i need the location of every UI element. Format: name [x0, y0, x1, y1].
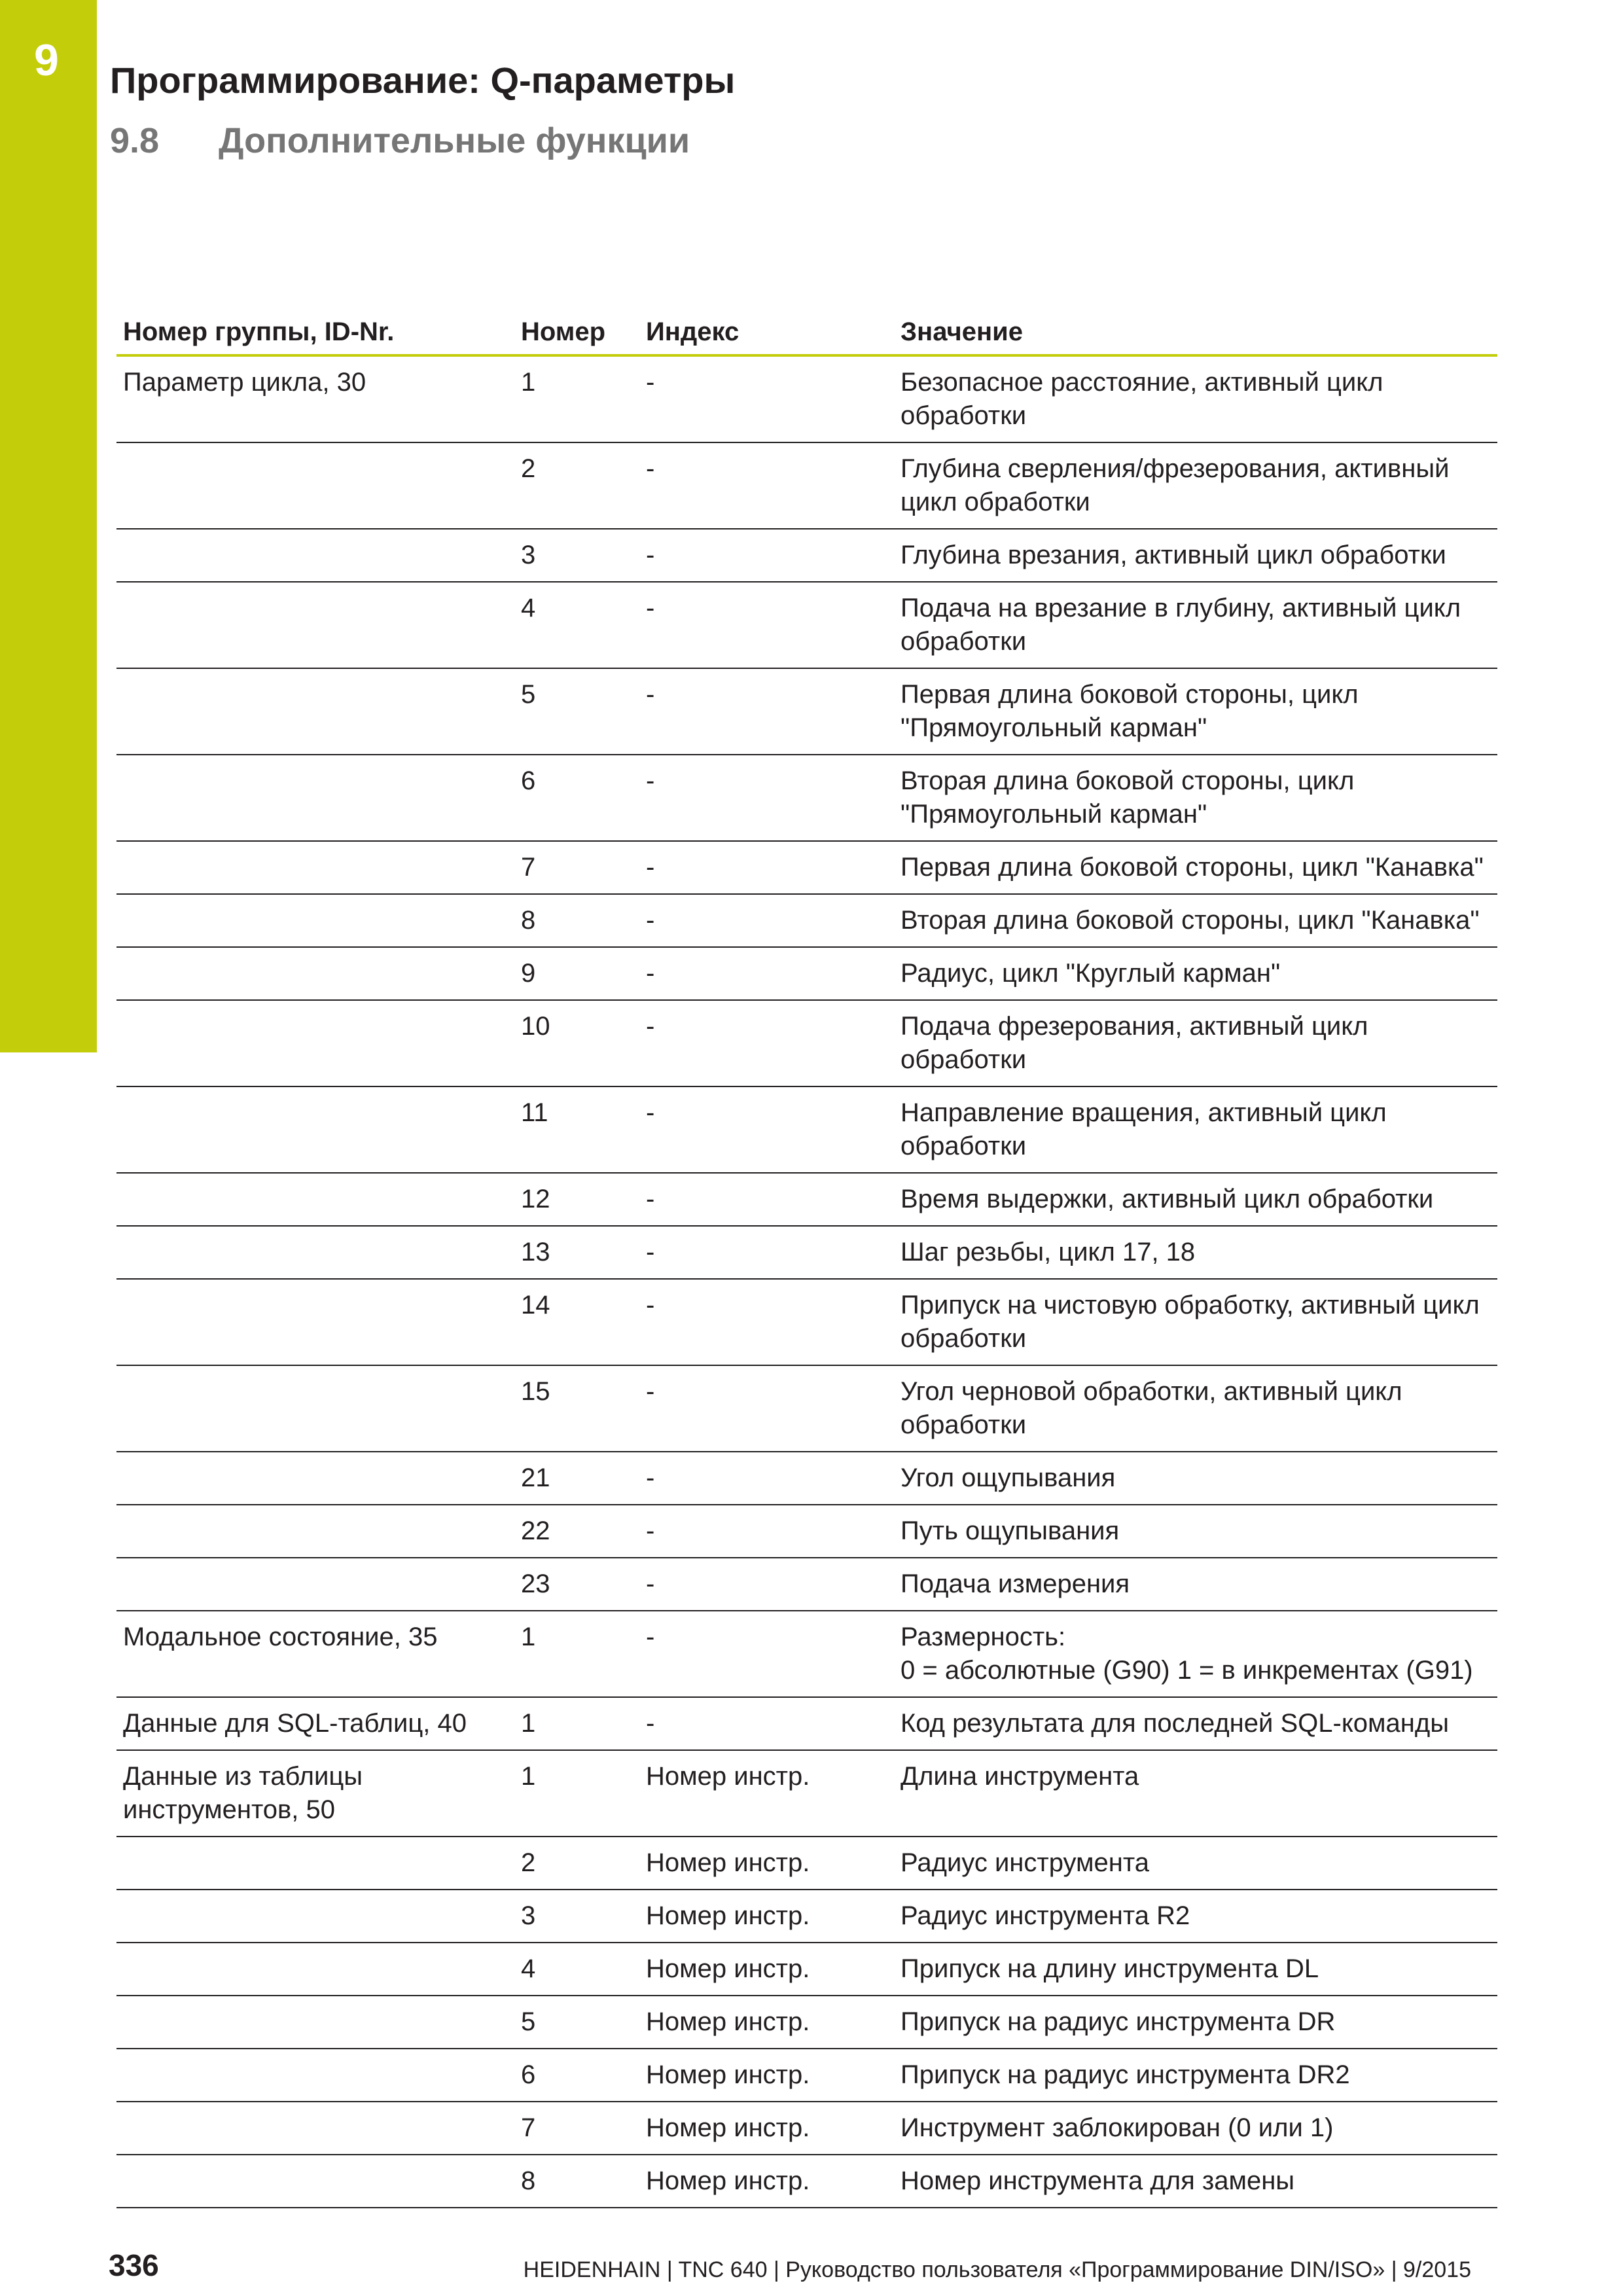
cell-index: -: [639, 894, 894, 947]
cell-meaning: Номер инструмента для замены: [894, 2155, 1497, 2208]
cell-number: 1: [514, 1611, 639, 1697]
cell-index: -: [639, 529, 894, 582]
cell-index: -: [639, 1279, 894, 1365]
cell-number: 14: [514, 1279, 639, 1365]
table-row: [116, 1943, 1497, 1996]
table-body: [116, 355, 1497, 2208]
cell-meaning: Время выдержки, активный цикл обработки: [894, 1173, 1497, 1226]
cell-group: [116, 1558, 514, 1611]
cell-meaning: Шаг резьбы, цикл 17, 18: [894, 1226, 1497, 1279]
cell-number: 4: [514, 582, 639, 668]
section-heading: [110, 122, 690, 160]
cell-index: -: [639, 1226, 894, 1279]
section-title: Дополнительные функции: [219, 121, 690, 160]
table-row: [116, 1611, 1497, 1697]
table-row: [116, 755, 1497, 841]
cell-group: [116, 1837, 514, 1890]
table-row: [116, 947, 1497, 1000]
chapter-tab: [0, 0, 97, 1052]
table-row: [116, 1173, 1497, 1226]
table-row: [116, 582, 1497, 668]
parameters-table: [116, 308, 1497, 2208]
table-header-row: [116, 308, 1497, 355]
cell-group: [116, 1890, 514, 1943]
cell-meaning: Глубина врезания, активный цикл обработки: [894, 529, 1497, 582]
cell-number: 11: [514, 1086, 639, 1173]
table-row: [116, 1226, 1497, 1279]
cell-index: -: [639, 668, 894, 755]
cell-meaning: Глубина сверления/фрезерования, активный цикл обработки: [894, 442, 1497, 529]
cell-index: -: [639, 1697, 894, 1750]
table-row: [116, 1996, 1497, 2049]
cell-meaning: Размерность: 0 = абсолютные (G90) 1 = в инкрементах (G91): [894, 1611, 1497, 1697]
cell-index: Номер инстр.: [639, 1750, 894, 1837]
table-row: [116, 355, 1497, 442]
cell-index: -: [639, 582, 894, 668]
cell-number: 2: [514, 442, 639, 529]
cell-number: 5: [514, 1996, 639, 2049]
cell-meaning: Первая длина боковой стороны, цикл "Прямоугольный карман": [894, 668, 1497, 755]
cell-number: 6: [514, 2049, 639, 2102]
cell-number: 9: [514, 947, 639, 1000]
cell-number: 12: [514, 1173, 639, 1226]
cell-meaning: Первая длина боковой стороны, цикл "Канавка": [894, 841, 1497, 894]
cell-number: 13: [514, 1226, 639, 1279]
cell-number: 6: [514, 755, 639, 841]
table-row: [116, 1750, 1497, 1837]
cell-number: 23: [514, 1558, 639, 1611]
cell-number: 7: [514, 2102, 639, 2155]
cell-group: [116, 1000, 514, 1086]
cell-number: 21: [514, 1452, 639, 1505]
cell-group: [116, 1943, 514, 1996]
cell-meaning: Угол черновой обработки, активный цикл обработки: [894, 1365, 1497, 1452]
cell-group: [116, 1173, 514, 1226]
table-row: [116, 1697, 1497, 1750]
table-row: [116, 1558, 1497, 1611]
cell-index: Номер инстр.: [639, 2155, 894, 2208]
table-row: [116, 2155, 1497, 2208]
cell-number: 10: [514, 1000, 639, 1086]
cell-meaning: Припуск на радиус инструмента DR2: [894, 2049, 1497, 2102]
cell-group: Данные для SQL-таблиц, 40: [116, 1697, 514, 1750]
cell-index: -: [639, 442, 894, 529]
table-row: [116, 1837, 1497, 1890]
cell-group: [116, 582, 514, 668]
cell-index: Номер инстр.: [639, 2102, 894, 2155]
cell-group: Данные из таблицы инструментов, 50: [116, 1750, 514, 1837]
table-row: [116, 1086, 1497, 1173]
cell-meaning: Безопасное расстояние, активный цикл обработки: [894, 355, 1497, 442]
cell-index: -: [639, 1173, 894, 1226]
cell-number: 22: [514, 1505, 639, 1558]
cell-index: Номер инстр.: [639, 1890, 894, 1943]
cell-index: -: [639, 1000, 894, 1086]
cell-group: Модальное состояние, 35: [116, 1611, 514, 1697]
cell-group: [116, 1365, 514, 1452]
cell-meaning: Подача фрезерования, активный цикл обработки: [894, 1000, 1497, 1086]
section-number: 9.8: [110, 121, 160, 160]
table-row: [116, 894, 1497, 947]
cell-group: [116, 2049, 514, 2102]
cell-meaning: Путь ощупывания: [894, 1505, 1497, 1558]
table-row: [116, 841, 1497, 894]
cell-index: -: [639, 1505, 894, 1558]
cell-index: -: [639, 947, 894, 1000]
cell-group: [116, 947, 514, 1000]
cell-index: -: [639, 1558, 894, 1611]
cell-group: Параметр цикла, 30: [116, 355, 514, 442]
cell-index: Номер инстр.: [639, 1996, 894, 2049]
cell-meaning: Подача измерения: [894, 1558, 1497, 1611]
column-header-group: Номер группы, ID-Nr.: [116, 308, 514, 355]
cell-meaning: Длина инструмента: [894, 1750, 1497, 1837]
cell-meaning: Подача на врезание в глубину, активный цикл обработки: [894, 582, 1497, 668]
cell-group: [116, 1279, 514, 1365]
table-row: [116, 1000, 1497, 1086]
cell-meaning: Припуск на длину инструмента DL: [894, 1943, 1497, 1996]
cell-group: [116, 442, 514, 529]
cell-number: 5: [514, 668, 639, 755]
cell-group: [116, 841, 514, 894]
cell-group: [116, 1996, 514, 2049]
column-header-index: Индекс: [639, 308, 894, 355]
column-header-number: Номер: [514, 308, 639, 355]
chapter-title: Программирование: Q-параметры: [110, 60, 736, 101]
cell-number: 8: [514, 2155, 639, 2208]
cell-number: 3: [514, 1890, 639, 1943]
cell-group: [116, 1452, 514, 1505]
cell-group: [116, 1505, 514, 1558]
cell-meaning: Вторая длина боковой стороны, цикл "Прямоугольный карман": [894, 755, 1497, 841]
table-row: [116, 1279, 1497, 1365]
cell-number: 3: [514, 529, 639, 582]
cell-meaning: Радиус, цикл "Круглый карман": [894, 947, 1497, 1000]
table-row: [116, 1505, 1497, 1558]
cell-meaning: Код результата для последней SQL-команды: [894, 1697, 1497, 1750]
cell-group: [116, 2102, 514, 2155]
cell-index: -: [639, 1365, 894, 1452]
cell-meaning: Угол ощупывания: [894, 1452, 1497, 1505]
cell-meaning: Припуск на чистовую обработку, активный цикл обработки: [894, 1279, 1497, 1365]
page-number: 336: [109, 2248, 159, 2282]
table-row: [116, 2102, 1497, 2155]
footer-text: HEIDENHAIN | TNC 640 | Руководство пользователя «Программирование DIN/ISO» | 9/2015: [523, 2257, 1471, 2282]
cell-meaning: Направление вращения, активный цикл обработки: [894, 1086, 1497, 1173]
cell-index: -: [639, 1452, 894, 1505]
cell-index: Номер инстр.: [639, 1837, 894, 1890]
cell-group: [116, 894, 514, 947]
cell-index: Номер инстр.: [639, 1943, 894, 1996]
cell-index: -: [639, 1086, 894, 1173]
table-row: [116, 442, 1497, 529]
cell-number: 7: [514, 841, 639, 894]
cell-group: [116, 1086, 514, 1173]
table-row: [116, 529, 1497, 582]
cell-group: [116, 1226, 514, 1279]
cell-meaning: Припуск на радиус инструмента DR: [894, 1996, 1497, 2049]
cell-index: -: [639, 755, 894, 841]
cell-meaning: Инструмент заблокирован (0 или 1): [894, 2102, 1497, 2155]
cell-group: [116, 2155, 514, 2208]
column-header-meaning: Значение: [894, 308, 1497, 355]
table-row: [116, 1890, 1497, 1943]
cell-group: [116, 529, 514, 582]
cell-group: [116, 668, 514, 755]
cell-meaning: Радиус инструмента: [894, 1837, 1497, 1890]
cell-number: 2: [514, 1837, 639, 1890]
table-row: [116, 1452, 1497, 1505]
chapter-number: 9: [34, 35, 59, 85]
cell-meaning: Радиус инструмента R2: [894, 1890, 1497, 1943]
cell-number: 8: [514, 894, 639, 947]
cell-number: 4: [514, 1943, 639, 1996]
cell-index: -: [639, 841, 894, 894]
table-row: [116, 668, 1497, 755]
table-row: [116, 1365, 1497, 1452]
cell-number: 1: [514, 1697, 639, 1750]
cell-group: [116, 755, 514, 841]
cell-meaning: Вторая длина боковой стороны, цикл "Канавка": [894, 894, 1497, 947]
cell-number: 1: [514, 1750, 639, 1837]
table-row: [116, 2049, 1497, 2102]
cell-index: -: [639, 1611, 894, 1697]
cell-number: 1: [514, 355, 639, 442]
cell-index: Номер инстр.: [639, 2049, 894, 2102]
cell-index: -: [639, 355, 894, 442]
cell-number: 15: [514, 1365, 639, 1452]
